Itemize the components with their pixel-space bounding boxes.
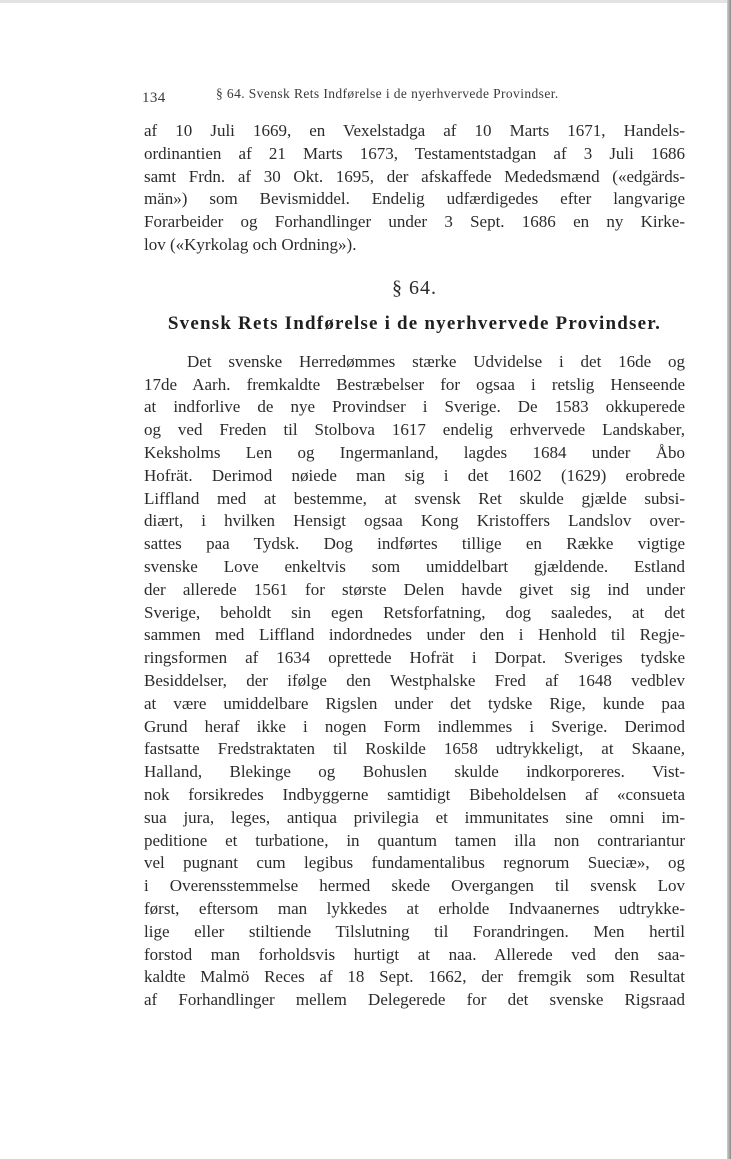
- text-line: lov («Kyrkolag och Ordning»).: [144, 234, 357, 254]
- text-line: Besiddelser, der ifølge den Westphalske Fred af 1648 vedblev: [144, 670, 685, 690]
- text-line: diært, i hvilken Hensigt ogsaa Kong Kristoffers Landslov over-: [144, 511, 685, 531]
- text-line: svenske Love enkeltvis som umiddelbart gjældende. Estland: [144, 556, 685, 576]
- text-line: at indforlive de nye Provindser i Sverige. De 1583 okkuperede: [144, 397, 685, 417]
- text-line: peditione et turbatione, in quantum tamen illa non contrariantur: [144, 830, 685, 850]
- text-line: nok forsikredes Indbyggerne samtidigt Bibeholdelsen af «consueta: [144, 784, 685, 804]
- text-line: Det svenske Herredømmes stærke Udvidelse i det 16de og: [187, 351, 685, 371]
- text-line: sattes paa Tydsk. Dog indførtes tillige en Række vigtige: [144, 534, 685, 554]
- section-number: § 64.: [392, 276, 437, 299]
- text-line: sammen med Liffland indordnedes under den i Henhold til Regje-: [144, 625, 685, 645]
- text-line: Grund heraf ikke i nogen Form indlemmes i Sverige. Derimod: [144, 716, 685, 736]
- text-line: vel pugnant cum legibus fundamentalibus regnorum Sueciæ», og: [144, 853, 685, 873]
- text-line: der allerede 1561 for største Delen havde givet sig ind under: [144, 579, 685, 599]
- text-line: og ved Freden til Stolbova 1617 endelig erhvervede Landskaber,: [144, 420, 685, 440]
- book-page: [144, 84, 685, 1012]
- text-line: forstod man forholdsvis hurtigt at naa. Allerede ved den saa-: [144, 944, 685, 964]
- text-line: sua jura, leges, antiqua privilegia et immunitates sine omni im-: [144, 807, 685, 827]
- page-top-edge: [0, 0, 731, 3]
- text-line: Forarbeider og Forhandlinger under 3 Sept. 1686 en ny Kirke-: [144, 212, 685, 232]
- running-title: § 64. Svensk Rets Indførelse i de nyerhvervede Provindser.: [216, 86, 559, 101]
- text-line: ringsformen af 1634 oprettede Hofrät i Dorpat. Sveriges tydske: [144, 648, 685, 668]
- text-line: 17de Aarh. fremkaldte Bestræbelser for ogsaa i retslig Henseende: [144, 374, 685, 394]
- running-header: [144, 84, 685, 110]
- text-line: først, eftersom man lykkedes at erholde Indvaanernes udtrykke-: [144, 898, 685, 918]
- page-number: 134: [142, 90, 166, 106]
- text-line: Halland, Blekinge og Bohuslen skulde indkorporeres. Vist-: [144, 762, 685, 782]
- text-line: Sverige, beholdt sin egen Retsforfatning, dog saaledes, at det: [144, 602, 685, 622]
- paragraph-1: [144, 120, 685, 257]
- text-line: män») som Bevismiddel. Endelig udfærdigedes efter langvarige: [144, 189, 685, 209]
- text-line: af Forhandlinger mellem Delegerede for det svenske Rigsraad: [144, 990, 685, 1010]
- text-line: kaldte Malmö Reces af 18 Sept. 1662, der fremgik som Resultat: [144, 967, 685, 987]
- page-right-edge: [727, 0, 731, 1159]
- text-line: at være umiddelbare Rigslen under det tydske Rige, kunde paa: [144, 693, 685, 713]
- text-line: samt Frdn. af 30 Okt. 1695, der afskaffede Mededsmænd («edgärds-: [144, 166, 685, 186]
- text-line: Liffland med at bestemme, at svensk Ret skulde gjælde subsi-: [144, 488, 685, 508]
- section-title: Svensk Rets Indførelse i de nyerhvervede Provindser.: [167, 312, 662, 334]
- text-line: lige eller stiltiende Tilslutning til Forandringen. Men hertil: [144, 921, 685, 941]
- text-line: fastsatte Fredstraktaten til Roskilde 1658 udtrykkeligt, at Skaane,: [144, 739, 685, 759]
- paragraph-2: [144, 351, 685, 1012]
- text-line: Hofrät. Derimod nøiede man sig i det 1602 (1629) erobrede: [144, 465, 685, 485]
- text-line: af 10 Juli 1669, en Vexelstadga af 10 Marts 1671, Handels-: [144, 121, 685, 140]
- text-line: ordinantien af 21 Marts 1673, Testamentstadgan af 3 Juli 1686: [144, 143, 685, 163]
- text-line: i Overensstemmelse hermed skede Overgangen til svensk Lov: [144, 876, 685, 896]
- text-line: Keksholms Len og Ingermanland, lagdes 1684 under Åbo: [144, 442, 685, 462]
